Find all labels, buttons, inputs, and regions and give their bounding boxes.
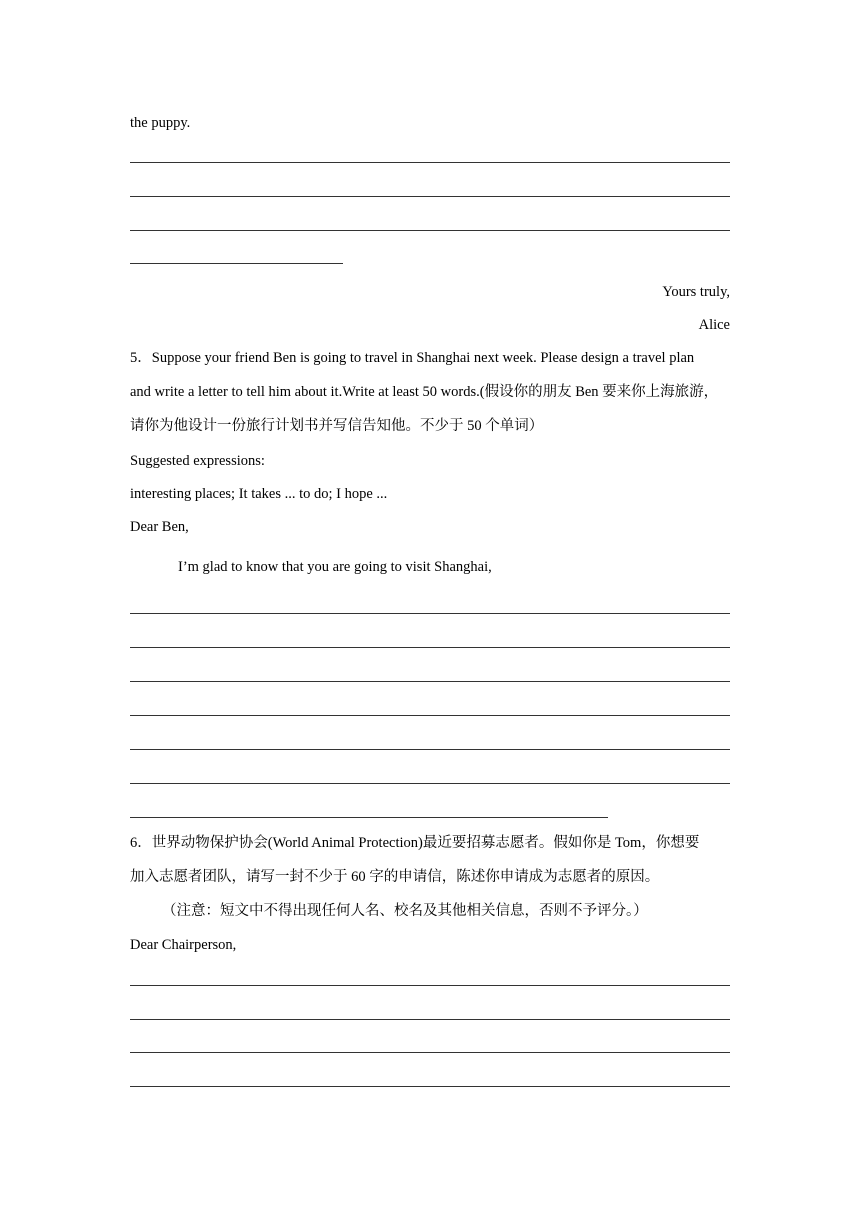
answer-line (130, 681, 730, 682)
suggested-expressions-items: interesting places; It takes ... to do; I hope ... (130, 486, 388, 502)
question-6-note: （注意：短文中不得出现任何人名、校名及其他相关信息，否则不予评分。） (162, 903, 648, 919)
suggested-expressions-label: Suggested expressions: (130, 453, 265, 469)
answer-line (130, 196, 730, 197)
answer-line (130, 1019, 730, 1020)
answer-line (130, 647, 730, 648)
question-6-line-2: 加入志愿者团队，请写一封不少于 60 字的申请信，陈述你申请成为志愿者的原因。 (130, 869, 660, 885)
answer-line (130, 162, 730, 163)
continued-text: the puppy. (130, 115, 191, 131)
question-5-line-1: 5．Suppose your friend Ben is going to travel in Shanghai next week. Please design a travel plan (130, 350, 695, 366)
answer-line (130, 783, 730, 784)
closing-yours-truly: Yours truly, (662, 284, 730, 300)
closing-signature: Alice (698, 317, 730, 333)
answer-line-short (130, 263, 343, 264)
answer-line (130, 1052, 730, 1053)
answer-line (130, 1086, 730, 1087)
letter-opening-sentence: I’m glad to know that you are going to visit Shanghai, (178, 559, 492, 575)
answer-line-short (130, 817, 608, 818)
salutation-dear-ben: Dear Ben, (130, 519, 189, 535)
question-6-line-1: 6．世界动物保护协会(World Animal Protection)最近要招募志愿者。假如你是 Tom，你想要 (130, 835, 700, 851)
answer-line (130, 613, 730, 614)
question-5-line-3: 请你为他设计一份旅行计划书并写信告知他。不少于 50 个单词） (130, 418, 544, 434)
answer-line (130, 230, 730, 231)
answer-line (130, 985, 730, 986)
answer-line (130, 715, 730, 716)
answer-line (130, 749, 730, 750)
question-5-line-2: and write a letter to tell him about it.Write at least 50 words.(假设你的朋友 Ben 要来你上海旅游， (130, 384, 719, 400)
salutation-dear-chairperson: Dear Chairperson, (130, 937, 237, 953)
